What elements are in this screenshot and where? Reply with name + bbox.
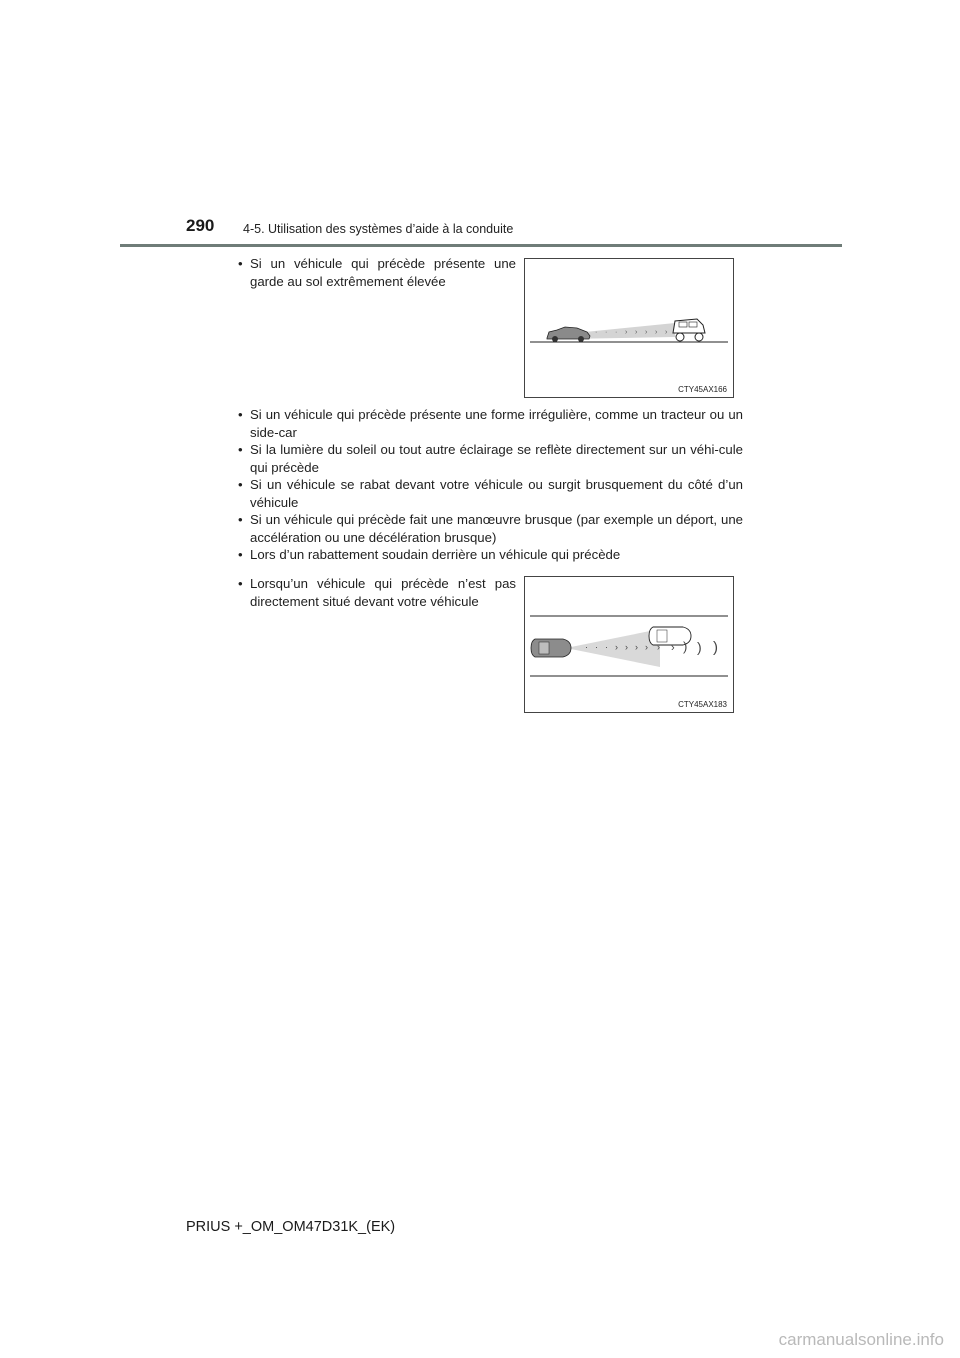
section-title: 4-5. Utilisation des systèmes d’aide à la conduite [243, 222, 514, 236]
illustration-radar-offset-vehicle [525, 577, 733, 712]
bullet-not-directly-ahead: • Lorsqu’un véhicule qui précède n’est pas directement situé devant votre véhicule [238, 575, 516, 610]
svg-text:›: › [657, 642, 660, 652]
svg-text:›: › [665, 329, 668, 336]
watermark: carmanualsonline.info [778, 1330, 944, 1349]
figure-code: CTY45AX183 [678, 700, 727, 709]
svg-text:›: › [635, 329, 638, 336]
svg-text:›: › [655, 329, 658, 336]
svg-text:·: · [585, 642, 588, 652]
svg-text:·: · [605, 642, 608, 652]
svg-text:›: › [671, 642, 675, 654]
svg-text:·: · [595, 329, 598, 336]
svg-text:›: › [645, 642, 648, 652]
list-item: • Si un véhicule qui précède fait une manœuvre brusque (par exemple un déport, une accélération ou une décélération brusque) [238, 511, 743, 546]
list-item: • Lors d’un rabattement soudain derrière un véhicule qui précède [238, 546, 743, 564]
svg-text:›: › [645, 329, 648, 336]
svg-text:): ) [713, 639, 718, 656]
figure-high-clearance-vehicle [524, 258, 734, 398]
document-code: PRIUS +_OM_OM47D31K_(EK) [186, 1219, 396, 1235]
header-divider [120, 244, 842, 247]
list-item: • Si la lumière du soleil ou tout autre éclairage se reflète directement sur un véhi-cule qui précède [238, 441, 743, 476]
svg-text:·: · [605, 329, 608, 336]
svg-text:·: · [615, 329, 618, 336]
svg-text:): ) [683, 639, 688, 654]
bullet-high-ground-clearance: • Si un véhicule qui précède présente une garde au sol extrêmement élevée [238, 255, 516, 290]
list-item: • Si un véhicule qui précède présente une forme irrégulière, comme un tracteur ou un side-car [238, 406, 743, 441]
svg-text:›: › [625, 329, 628, 336]
bullet-list [238, 406, 743, 564]
page-number: 290 [186, 216, 215, 235]
svg-text:›: › [635, 642, 638, 652]
list-item: • Si un véhicule se rabat devant votre véhicule ou surgit brusquement du côté d’un véhicule [238, 476, 743, 511]
figure-code: CTY45AX166 [678, 385, 727, 394]
svg-text:›: › [615, 642, 618, 652]
svg-text:): ) [697, 639, 702, 655]
svg-text:·: · [595, 642, 598, 652]
svg-text:›: › [625, 642, 628, 652]
illustration-radar-high-vehicle [525, 259, 733, 397]
figure-offset-vehicle [524, 576, 734, 713]
